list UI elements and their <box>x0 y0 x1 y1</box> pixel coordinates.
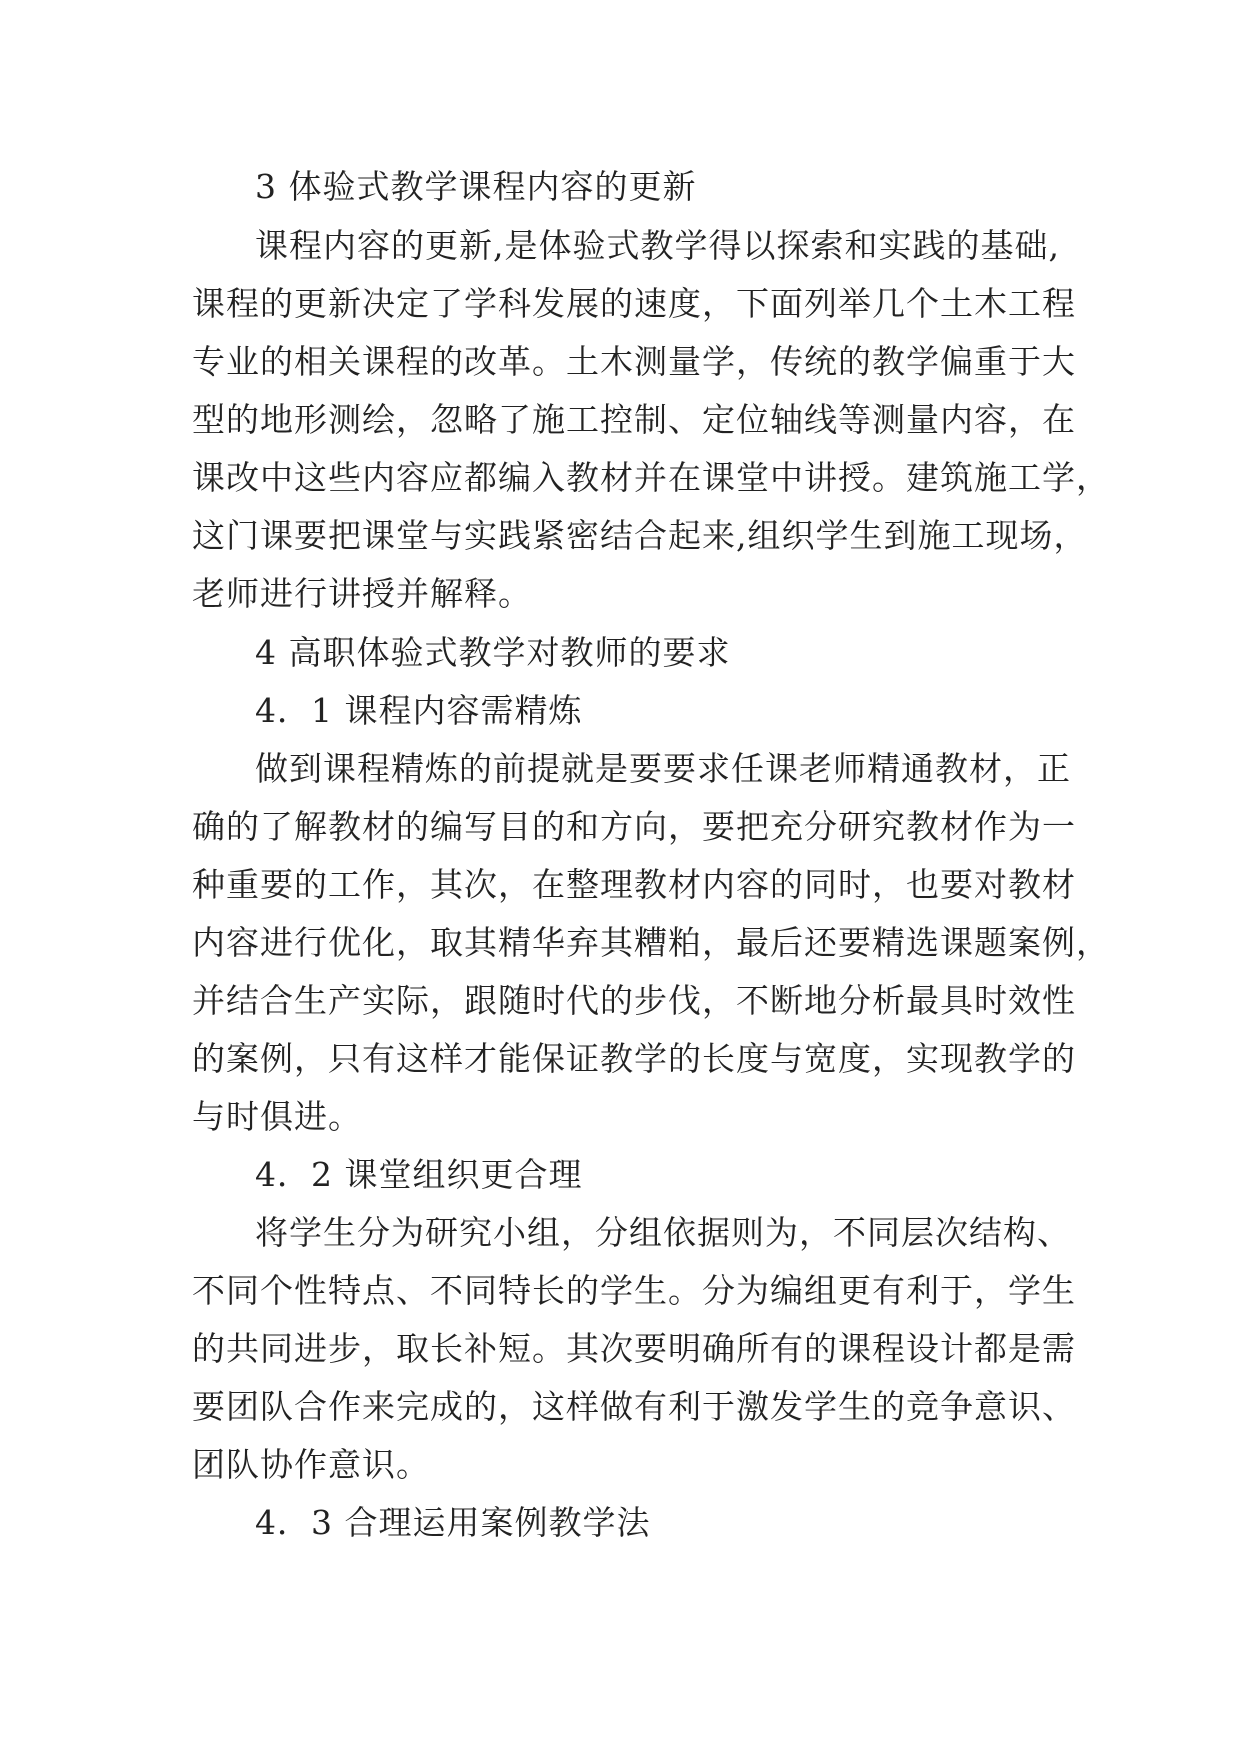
paragraph-line: 这门课要把课堂与实践紧密结合起来,组织学生到施工现场， <box>192 516 1088 555</box>
paragraph-line: 种重要的工作，其次，在整理教材内容的同时，也要对教材 <box>192 865 1076 904</box>
heading-subsection-4-1: 4．1 课程内容需精炼 <box>255 691 583 730</box>
paragraph-line: 的案例，只有这样才能保证教学的长度与宽度，实现教学的 <box>192 1039 1076 1078</box>
heading-section-3: 3 体验式教学课程内容的更新 <box>255 167 697 206</box>
heading-subsection-4-3: 4．3 合理运用案例教学法 <box>255 1503 651 1542</box>
paragraph-line: 课程内容的更新,是体验式教学得以探索和实践的基础, <box>255 226 1060 265</box>
paragraph-line: 团队协作意识。 <box>192 1445 430 1484</box>
heading-subsection-4-2: 4．2 课堂组织更合理 <box>255 1155 583 1194</box>
paragraph-line: 型的地形测绘，忽略了施工控制、定位轴线等测量内容，在 <box>192 400 1076 439</box>
paragraph-line: 老师进行讲授并解释。 <box>192 574 532 613</box>
paragraph-line: 课改中这些内容应都编入教材并在课堂中讲授。建筑施工学， <box>192 458 1110 497</box>
paragraph-line: 做到课程精炼的前提就是要要求任课老师精通教材，正 <box>255 749 1071 788</box>
paragraph-line: 专业的相关课程的改革。土木测量学，传统的教学偏重于大 <box>192 342 1076 381</box>
paragraph-line: 的共同进步，取长补短。其次要明确所有的课程设计都是需 <box>192 1329 1076 1368</box>
paragraph-line: 课程的更新决定了学科发展的速度，下面列举几个土木工程 <box>192 284 1076 323</box>
paragraph-line: 将学生分为研究小组，分组依据则为，不同层次结构、 <box>255 1213 1071 1252</box>
paragraph-line: 内容进行优化，取其精华弃其糟粕，最后还要精选课题案例， <box>192 923 1110 962</box>
paragraph-line: 与时俱进。 <box>192 1097 362 1136</box>
paragraph-line: 不同个性特点、不同特长的学生。分为编组更有利于，学生 <box>192 1271 1076 1310</box>
paragraph-line: 要团队合作来完成的，这样做有利于激发学生的竞争意识、 <box>192 1387 1076 1426</box>
heading-section-4: 4 高职体验式教学对教师的要求 <box>255 633 731 672</box>
paragraph-line: 并结合生产实际，跟随时代的步伐，不断地分析最具时效性 <box>192 981 1076 1020</box>
paragraph-line: 确的了解教材的编写目的和方向，要把充分研究教材作为一 <box>192 807 1076 846</box>
